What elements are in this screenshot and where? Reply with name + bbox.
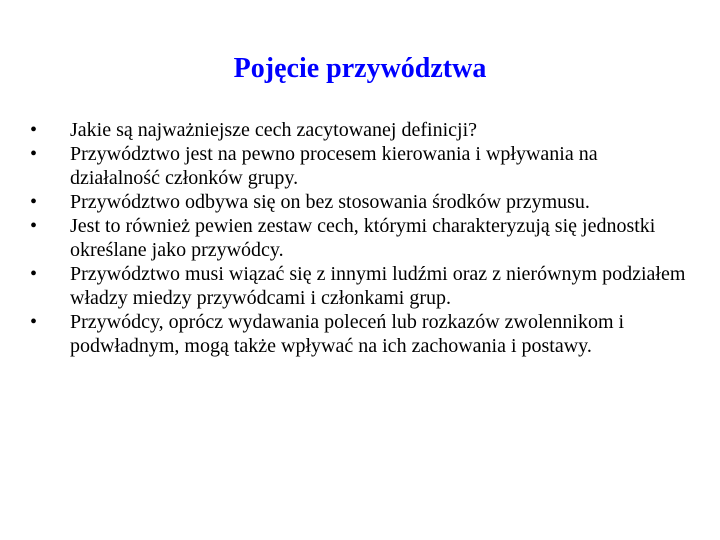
bullet-text: Przywództwo musi wiązać się z innymi ludźmi oraz z nierównym podziałem władzy miedzy przywódcami i członkami grup. [70,263,686,309]
bullet-text: Przywództwo jest na pewno procesem kierowania i wpływania na działalność członków grupy. [70,143,598,189]
bullet-icon: • [30,263,38,285]
slide-title: Pojęcie przywództwa [233,53,487,84]
bullet-text: Jest to również pewien zestaw cech, którymi charakteryzują się jednostki określane jako przywódcy. [70,215,656,261]
bullet-item [28,190,692,214]
bullet-text: Przywództwo odbywa się on bez stosowania środków przymusu. [70,191,590,213]
bullet-icon: • [30,119,38,141]
bullet-icon: • [30,215,38,237]
bullet-item [28,262,692,310]
bullet-item [28,118,692,142]
bullet-icon: • [30,311,38,333]
bullet-item [28,142,692,190]
bullet-text: Przywódcy, oprócz wydawania poleceń lub rozkazów zwolennikom i podwładnym, mogą także wpływać na ich zachowania i postawy. [70,311,625,357]
bullet-icon: • [30,143,38,165]
bullet-text: Jakie są najważniejsze cech zacytowanej definicji? [70,119,478,141]
bullet-item [28,310,692,358]
bullet-item [28,214,692,262]
bullet-icon: • [30,191,38,213]
bullet-list [28,118,692,358]
